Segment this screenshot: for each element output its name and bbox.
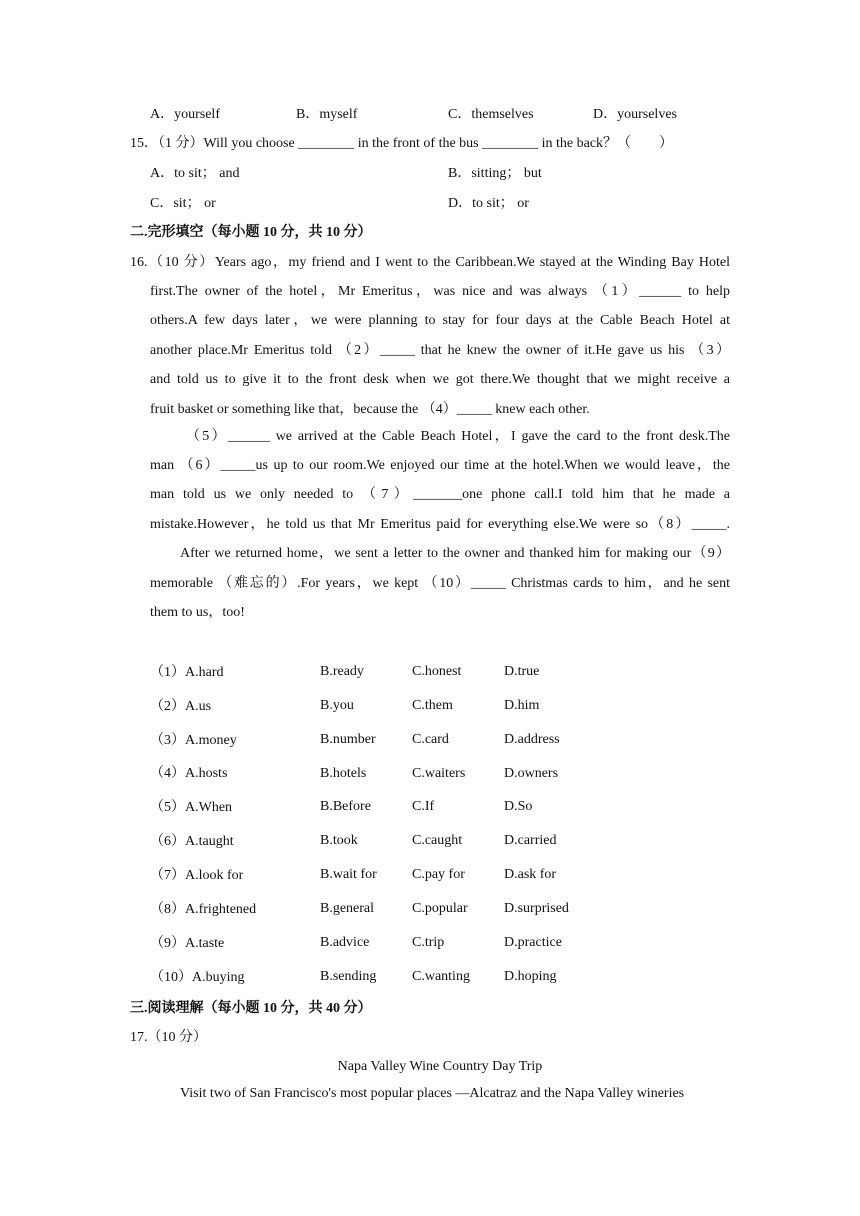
q14-option-c: C．themselves bbox=[448, 107, 534, 122]
q14-option-a: A．yourself bbox=[150, 107, 220, 122]
q16-line-5: and told us to give it to the front desk when we got there.We thought that we might receive a bbox=[150, 372, 730, 388]
choice-9-b: B.advice bbox=[320, 935, 370, 950]
choice-9-c: C.trip bbox=[412, 935, 445, 950]
choice-1-d: D.true bbox=[504, 664, 540, 679]
q16-line-2: first.The owner of the hotel，Mr Emeritus，was nice and was always （1）______ to help bbox=[150, 284, 730, 299]
choice-6-d: D.carried bbox=[504, 833, 557, 848]
choice-5-b: B.Before bbox=[320, 799, 371, 814]
choice-3-d: D.address bbox=[504, 732, 560, 747]
choice-10-c: C.wanting bbox=[412, 969, 470, 984]
choice-5-d: D.So bbox=[504, 799, 533, 814]
choice-8-a: （8）A.frightened bbox=[150, 902, 257, 917]
q16-line-13: them to us，too! bbox=[150, 605, 245, 621]
choice-7-a: （7）A.look for bbox=[150, 868, 244, 883]
q15-option-a: A．to sit； and bbox=[150, 166, 240, 181]
q14-option-b: B．myself bbox=[296, 107, 358, 122]
section-2-title: 二.完形填空（每小题 10 分，共 10 分） bbox=[130, 225, 372, 240]
q15-stem: 15．（1 分）Will you choose ________ in the front of the bus ________ in the back？（ ） bbox=[130, 136, 674, 151]
q16-line-10: mistake.However，he told us that Mr Emeritus paid for everything else.We were so（8）_____. bbox=[150, 516, 730, 532]
q16-line-6: fruit basket or something like that，because the （4）_____ knew each other. bbox=[150, 401, 590, 417]
choice-10-b: B.sending bbox=[320, 969, 377, 984]
choice-3-a: （3）A.money bbox=[150, 733, 237, 748]
choice-10-d: D.hoping bbox=[504, 969, 557, 984]
choice-6-c: C.caught bbox=[412, 833, 463, 848]
choice-3-b: B.number bbox=[320, 732, 376, 747]
choice-8-c: C.popular bbox=[412, 901, 468, 916]
choice-4-d: D.owners bbox=[504, 766, 559, 781]
choice-7-d: D.ask for bbox=[504, 867, 557, 882]
choice-4-c: C.waiters bbox=[412, 766, 466, 781]
q14-option-d: D．yourselves bbox=[593, 107, 677, 122]
q15-option-c: C．sit； or bbox=[150, 196, 216, 211]
q16-line-4: another place.Mr Emeritus told （2）_____ that he knew the owner of it.He gave us his （3） bbox=[150, 342, 730, 358]
q15-option-b: B．sitting； but bbox=[448, 166, 542, 181]
q16-passage-2 bbox=[150, 457, 730, 545]
choice-1-b: B.ready bbox=[320, 664, 364, 679]
q16-line-8: man （6）_____us up to our room.We enjoyed our time at the hotel.When we would leave，the bbox=[150, 458, 730, 473]
choice-7-c: C.pay for bbox=[412, 867, 465, 882]
q16-line-3: others.A few days later，we were planning to stay for four days at the Cable Beach Hotel at bbox=[150, 313, 730, 329]
choice-1-c: C.honest bbox=[412, 664, 462, 679]
choice-7-b: B.wait for bbox=[320, 867, 377, 882]
choice-4-b: B.hotels bbox=[320, 766, 367, 781]
q16-passage-3 bbox=[150, 575, 730, 634]
choice-2-b: B.you bbox=[320, 698, 354, 713]
choice-2-a: （2）A.us bbox=[150, 699, 212, 714]
q17-label: 17.（10 分） bbox=[130, 1030, 207, 1045]
q16-line-9: man told us we only needed to （7）_______one phone call.I told him that he made a bbox=[150, 487, 730, 503]
choice-2-d: D.him bbox=[504, 698, 540, 713]
q16-line-11: After we returned home，we sent a letter to the owner and thanked him for making our（9） bbox=[180, 546, 730, 561]
choice-10-a: （10）A.buying bbox=[150, 970, 245, 985]
section-3-title: 三.阅读理解（每小题 10 分，共 40 分） bbox=[130, 1001, 372, 1016]
choice-9-d: D.practice bbox=[504, 935, 562, 950]
choice-8-b: B.general bbox=[320, 901, 375, 916]
q16-line-1: 16.（10 分）Years ago，my friend and I went to the Caribbean.We stayed at the Winding Bay Hotel bbox=[130, 255, 730, 270]
q16-line-7: （5）______ we arrived at the Cable Beach Hotel，I gave the card to the front desk.The bbox=[186, 429, 730, 444]
choice-2-c: C.them bbox=[412, 698, 453, 713]
q16-line-12: memorable （难忘的）.For years，we kept （10）_____ Christmas cards to him，and he sent bbox=[150, 576, 730, 591]
q15-option-d: D．to sit； or bbox=[448, 196, 529, 211]
choice-9-a: （9）A.taste bbox=[150, 936, 225, 951]
choice-1-a: （1）A.hard bbox=[150, 665, 224, 680]
q17-intro: Visit two of San Francisco's most popular places —Alcatraz and the Napa Valley wineries bbox=[180, 1086, 685, 1101]
choice-8-d: D.surprised bbox=[504, 901, 569, 916]
choice-6-a: （6）A.taught bbox=[150, 834, 234, 849]
choice-5-c: C.If bbox=[412, 799, 435, 814]
q17-title: Napa Valley Wine Country Day Trip bbox=[337, 1059, 543, 1074]
choice-6-b: B.took bbox=[320, 833, 358, 848]
choice-3-c: C.card bbox=[412, 732, 449, 747]
choice-5-a: （5）A.When bbox=[150, 800, 233, 815]
choice-4-a: （4）A.hosts bbox=[150, 766, 228, 781]
q16-passage bbox=[150, 283, 730, 430]
